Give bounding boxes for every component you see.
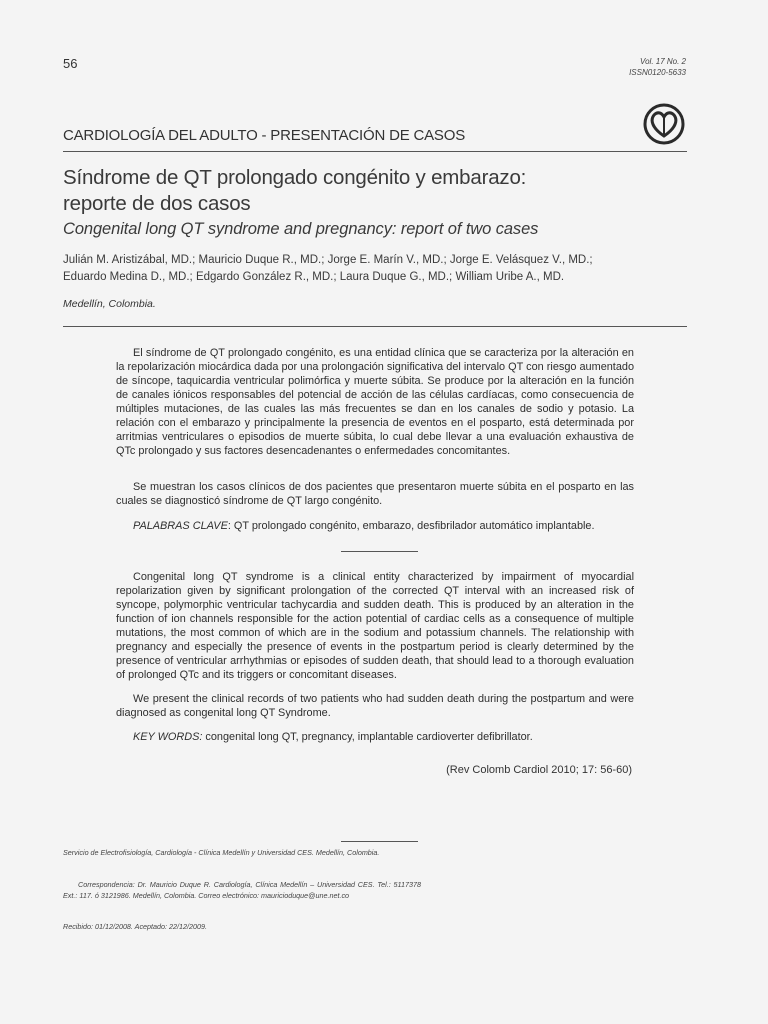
article-title-es	[63, 165, 703, 217]
keywords-es-label: PALABRAS CLAVE	[133, 520, 228, 532]
abstract-es-paragraph1	[116, 346, 634, 458]
authors-divider	[63, 326, 687, 327]
page-number: 56	[63, 56, 78, 71]
abstract-en-text1: Congenital long QT syndrome is a clinical entity characterized by impairment of myocardial repolarization given by significant prolongation of the corrected QT interval with an increased risk of syncope, polymorphic ventricular tachycardia and sudden death. This is produced by an alteration in the function of ion channels responsible for the action potential of cardiac cells as a consequence of multiple mutations, the most common of which are in the sodium and potassium channels. The relationship with pregnancy and especially the presence of events in the postpartum period is clearly determined by the presence of ventricular arrhythmias or episodes of sudden death, that should lead to a thorough evaluation of prolonged QTc and its triggers or concomitant diseases.	[116, 571, 634, 681]
title-es-line2: reporte de dos casos	[63, 192, 251, 215]
section-title: CARDIOLOGÍA DEL ADULTO - PRESENTACIÓN DE CASOS	[63, 127, 466, 144]
abstract-en-text2: We present the clinical records of two patients who had sudden death during the postpartum and were diagnosed as congenital long QT Syndrome.	[116, 693, 634, 719]
keywords-en-label: KEY WORDS:	[133, 731, 203, 743]
keywords-es-values: : QT prolongado congénito, embarazo, desfibrilador automático implantable.	[227, 520, 595, 532]
authors	[63, 252, 703, 286]
footnote-correspondence	[63, 880, 421, 901]
volume-label: Vol. 17 No. 2	[640, 57, 686, 66]
citation: (Rev Colomb Cardiol 2010; 17: 56-60)	[446, 764, 632, 776]
footnote-correspondence-text: Correspondencia: Dr. Mauricio Duque R. Cardiología, Clínica Medellín – Universidad CES. Tel.: 5117378 Ext.: 117. ó 3121986. Medellín, Colombia. Correo electrónico: mauricioduque@une.net.co	[63, 880, 421, 900]
footnote-dates: Recibido: 01/12/2008. Aceptado: 22/12/2009.	[63, 922, 207, 931]
abstract-es-text2: Se muestran los casos clínicos de dos pacientes que presentaron muerte súbita en el posparto en las cuales se diagnosticó síndrome de QT largo congénito.	[116, 481, 634, 507]
authors-line2: Eduardo Medina D., MD.; Edgardo González R., MD.; Laura Duque G., MD.; William Uribe A., MD.	[63, 271, 565, 283]
abstract-en-paragraph1	[116, 570, 634, 682]
authors-line1: Julián M. Aristizábal, MD.; Mauricio Duque R., MD.; Jorge E. Marín V., MD.; Jorge E. Velásquez V., MD.;	[63, 254, 593, 266]
author-location: Medellín, Colombia.	[63, 298, 156, 310]
keywords-en	[116, 730, 634, 744]
keywords-es	[116, 519, 634, 533]
journal-info	[629, 56, 686, 78]
header-divider	[63, 151, 687, 152]
title-es-line1: Síndrome de QT prolongado congénito y embarazo:	[63, 166, 527, 189]
issn-label: ISSN0120-5633	[629, 68, 686, 77]
abstract-separator	[341, 551, 418, 552]
abstract-en-paragraph2	[116, 692, 634, 720]
keywords-en-values: congenital long QT, pregnancy, implantable cardioverter defibrillator.	[202, 731, 533, 743]
footnote-separator	[341, 841, 418, 842]
abstract-es-paragraph2	[116, 480, 634, 508]
footnote-service: Servicio de Electrofisiología, Cardiología - Clínica Medellín y Universidad CES. Medellín, Colombia.	[63, 848, 380, 857]
heart-logo-icon	[640, 102, 688, 146]
article-title-en: Congenital long QT syndrome and pregnancy: report of two cases	[63, 220, 539, 238]
abstract-es-text1: El síndrome de QT prolongado congénito, es una entidad clínica que se caracteriza por la alteración en la repolarización miocárdica dada por una prolongación significativa del intervalo QT con riesgo aumentado de síncope, taquicardia ventricular polimórfica y muerte súbita. Se produce por la alteración en la función de canales iónicos responsables del potencial de acción de las células cardíacas, como consecuencia de múltiples mutaciones, de las cuales las más frecuentes se dan en los canales de sodio y potasio. La relación con el embarazo y principalmente la presencia de eventos en el posparto, está determinada por arritmias ventriculares o episodios de muerte súbita, lo cual debe llevar a una evaluación exhaustiva de QTc prolongado y sus factores desencadenantes o enfermedades concomitantes.	[116, 347, 634, 457]
